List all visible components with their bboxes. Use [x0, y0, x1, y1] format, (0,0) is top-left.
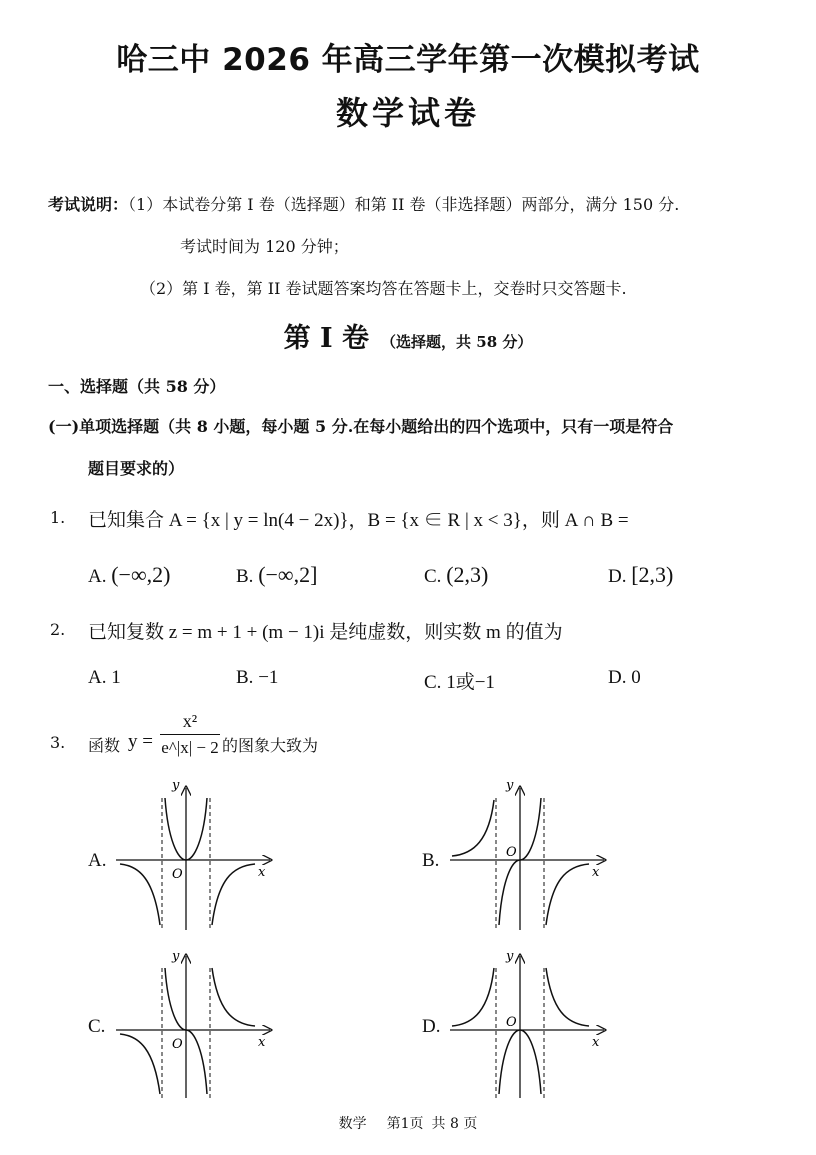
x-axis-label: x	[258, 1035, 266, 1050]
question-3-stem-y: y =	[128, 731, 153, 752]
curve-right	[212, 968, 255, 1026]
curve-right	[212, 864, 255, 925]
instructions-item-1-cont: 考试时间为 120 分钟；	[180, 237, 349, 256]
y-axis-label: y	[172, 949, 180, 964]
exam-title: 哈三中 2026 年高三学年第一次模拟考试	[116, 42, 700, 78]
part-one-subheading-line-1: (一)单项选择题（共 8 小题，每小题 5 分.在每小题给出的四个选项中，只有一项是符合	[48, 417, 674, 436]
footer-page: 第1页	[386, 1116, 424, 1132]
option-text: 1或−1	[446, 672, 495, 693]
section-title-main: 第 I 卷	[283, 323, 370, 354]
graph-a-label: A.	[88, 850, 107, 871]
option-label: B.	[236, 566, 254, 587]
graph-b-label: B.	[422, 850, 440, 871]
instructions-item-1: （1）本试卷分第 I 卷（选择题）和第 II 卷（非选择题）两部分，满分 150 分.	[128, 195, 680, 214]
footer-subject: 数学	[338, 1116, 367, 1132]
y-axis-label: y	[506, 780, 514, 793]
instructions-label: 考试说明：	[48, 195, 129, 214]
option-label: C.	[424, 566, 442, 587]
curve-right	[546, 968, 589, 1026]
y-axis-label: y	[172, 780, 180, 793]
question-2-option-d	[608, 667, 641, 689]
question-1-option-d	[608, 562, 673, 588]
x-axis-label: x	[592, 1035, 600, 1050]
option-label: D.	[608, 667, 627, 688]
curve-right	[546, 864, 589, 925]
footer-total: 共 8 页	[431, 1116, 478, 1132]
fraction-numerator: x²	[182, 711, 198, 731]
option-text: −1	[258, 667, 279, 688]
exam-subtitle: 数学试卷	[335, 94, 480, 132]
graph-c	[110, 948, 280, 1108]
curve-left	[452, 800, 494, 856]
option-label: A.	[88, 566, 107, 587]
origin-label: O	[506, 845, 517, 860]
option-text: [2,3)	[631, 562, 674, 587]
question-3-stem-suffix: 的图象大致为	[222, 736, 319, 755]
question-2-option-c	[424, 667, 495, 694]
x-axis-label: x	[258, 865, 266, 880]
graph-c-label: C.	[88, 1016, 106, 1037]
question-1-option-c	[424, 562, 488, 588]
option-label: B.	[236, 667, 254, 688]
origin-label: O	[172, 1037, 183, 1052]
y-axis-label: y	[506, 949, 514, 964]
option-label: D.	[608, 566, 627, 587]
instructions-item-2: （2）第 I 卷，第 II 卷试题答案均答在答题卡上，交卷时只交答题卡.	[140, 279, 627, 298]
question-1-stem: 已知集合 A = {x | y = ln(4 − 2x)}，B = {x ∈ R | x < 3}，则 A ∩ B =	[88, 510, 629, 531]
option-text: (2,3)	[446, 562, 489, 587]
page-footer	[0, 1113, 816, 1133]
question-2-option-a	[88, 667, 121, 689]
x-axis-label: x	[592, 865, 600, 880]
graph-a	[110, 780, 280, 940]
graph-b	[444, 780, 614, 940]
question-1-option-a	[88, 562, 170, 588]
graph-d-label: D.	[422, 1016, 441, 1037]
fraction-bar	[160, 734, 220, 735]
question-2-stem: 已知复数 z = m + 1 + (m − 1)i 是纯虚数，则实数 m 的值为	[88, 622, 563, 643]
question-3-fraction	[160, 710, 220, 759]
graph-d	[444, 948, 614, 1108]
question-1-number: 1.	[50, 508, 66, 527]
part-one-subheading-line-2: 题目要求的）	[88, 459, 185, 478]
question-1-option-b	[236, 562, 317, 588]
instructions-line-1	[48, 192, 679, 215]
option-text: 1	[111, 667, 121, 688]
option-text: 0	[631, 667, 641, 688]
curve-left	[452, 968, 494, 1026]
origin-label: O	[506, 1015, 517, 1030]
section-title	[0, 316, 816, 355]
fraction-denominator: e^|x| − 2	[161, 738, 219, 757]
section-title-note: （选择题，共 58 分）	[381, 333, 533, 351]
option-text: (−∞,2)	[111, 562, 171, 587]
option-label: A.	[88, 667, 107, 688]
option-text: (−∞,2]	[258, 562, 318, 587]
question-3-stem-prefix: 函数	[88, 736, 121, 755]
origin-label: O	[172, 867, 183, 882]
part-one-heading: 一、选择题（共 58 分）	[48, 377, 226, 396]
curve-left	[120, 1034, 160, 1094]
question-3-number: 3.	[50, 733, 66, 752]
question-2-option-b	[236, 667, 278, 689]
option-label: C.	[424, 672, 442, 693]
curve-left	[120, 864, 160, 925]
question-2-number: 2.	[50, 620, 66, 639]
